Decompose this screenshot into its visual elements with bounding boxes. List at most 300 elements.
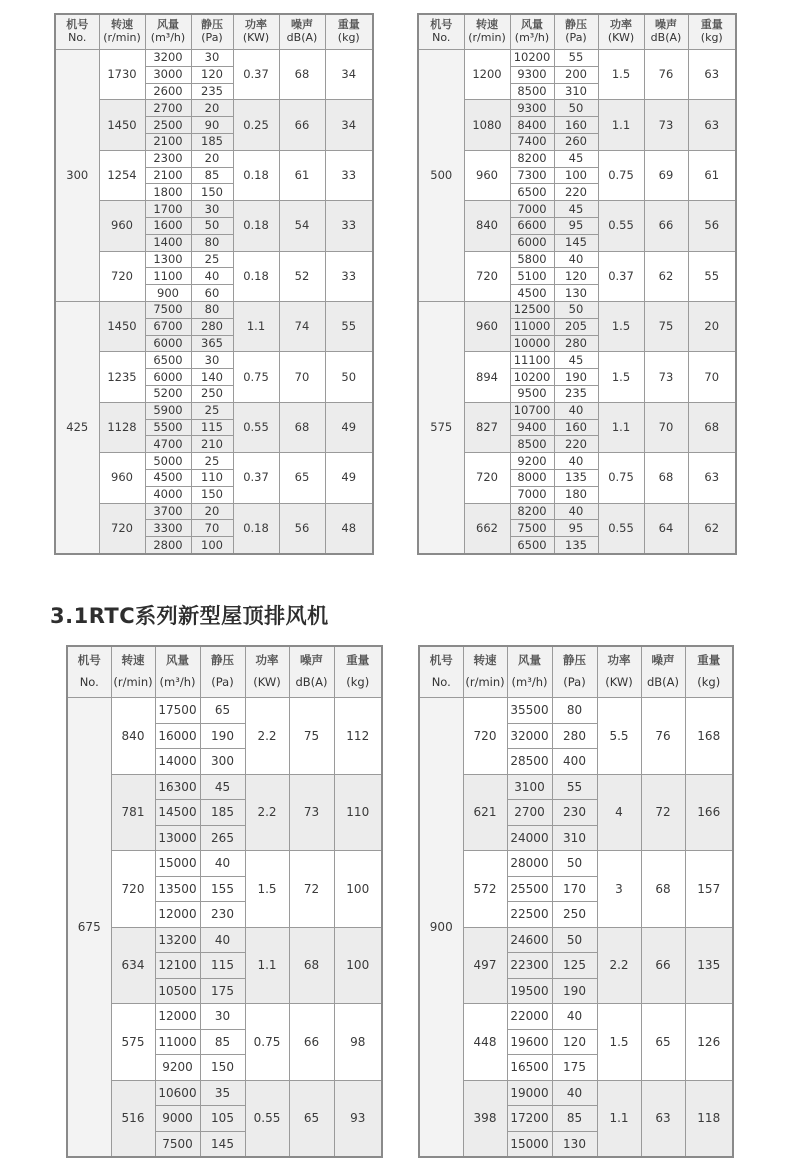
static-pressure: 80 [191,234,233,251]
static-pressure: 135 [554,469,598,486]
airflow: 1100 [145,268,191,285]
speed: 1235 [99,352,145,402]
static-pressure: 230 [200,902,245,928]
header-en: (Pa) [565,31,587,44]
header-zh: 重量 [337,18,360,32]
static-pressure: 95 [554,217,598,234]
power: 0.75 [598,453,644,503]
static-pressure: 205 [554,318,598,335]
airflow: 13000 [155,825,200,851]
weight: 68 [688,402,736,452]
speed: 634 [111,927,155,1004]
column-header [279,14,325,50]
airflow: 7500 [145,301,191,318]
table-row [55,50,373,67]
speed: 827 [464,402,510,452]
weight: 56 [688,201,736,251]
header-zh: 功率 [610,18,632,32]
model-no: 425 [55,301,99,553]
column-header [233,14,279,50]
airflow: 10000 [510,335,554,352]
airflow: 19500 [507,978,552,1004]
static-pressure: 190 [552,978,597,1004]
weight: 168 [685,698,733,775]
header-en: dB(A) [646,675,680,689]
fan-spec-table-900 [418,645,734,1158]
header-zh: 转速 [473,653,497,668]
static-pressure: 160 [554,117,598,134]
static-pressure: 210 [191,436,233,453]
table-row [419,927,733,953]
static-pressure: 160 [554,419,598,436]
speed: 720 [99,503,145,554]
header-zh: 噪声 [655,18,677,32]
power: 0.37 [233,50,279,100]
weight: 33 [325,201,373,251]
airflow: 4500 [510,285,554,302]
static-pressure: 95 [554,520,598,537]
static-pressure: 40 [554,402,598,419]
static-pressure: 140 [191,369,233,386]
speed: 1450 [99,301,145,351]
weight: 62 [688,503,736,554]
static-pressure: 115 [200,953,245,979]
static-pressure: 135 [554,537,598,554]
static-pressure: 280 [191,318,233,335]
airflow: 4700 [145,436,191,453]
header-row [55,14,373,50]
noise: 65 [289,1080,334,1157]
airflow: 12000 [155,902,200,928]
model-no: 500 [418,50,464,302]
fan-spec-table-500-575 [417,13,737,555]
static-pressure: 85 [200,1029,245,1055]
speed: 720 [464,453,510,503]
header-en: dB(A) [650,31,682,44]
static-pressure: 70 [191,520,233,537]
weight: 118 [685,1080,733,1157]
static-pressure: 150 [200,1055,245,1081]
header-zh: 风量 [518,653,541,668]
noise: 66 [641,927,685,1004]
static-pressure: 130 [554,285,598,302]
weight: 61 [688,150,736,200]
weight: 100 [334,927,382,1004]
static-pressure: 400 [552,749,597,775]
airflow: 8400 [510,117,554,134]
airflow: 1700 [145,201,191,218]
power: 0.25 [233,100,279,150]
airflow: 9500 [510,385,554,402]
power: 1.5 [597,1004,641,1081]
column-header [464,14,510,50]
power: 0.75 [598,150,644,200]
header-row [67,646,382,698]
column-header [641,646,685,698]
airflow: 10500 [155,978,200,1004]
static-pressure: 100 [191,537,233,554]
airflow: 11000 [155,1029,200,1055]
airflow: 8200 [510,503,554,520]
weight: 70 [688,352,736,402]
model-no: 300 [55,50,99,302]
static-pressure: 180 [554,486,598,503]
column-header [289,646,334,698]
table-row [55,352,373,369]
speed: 960 [99,201,145,251]
header-en: (kg) [346,675,370,689]
column-header [507,646,552,698]
static-pressure: 40 [554,453,598,470]
speed: 781 [111,774,155,851]
weight: 112 [334,698,382,775]
airflow: 2800 [145,537,191,554]
header-en: (m³/h) [511,675,548,689]
header-en: (KW) [253,675,281,689]
airflow: 9300 [510,66,554,83]
column-header [418,14,464,50]
airflow: 8500 [510,83,554,100]
airflow: 24600 [507,927,552,953]
table-row [67,774,382,800]
noise: 66 [289,1004,334,1081]
static-pressure: 20 [191,100,233,117]
header-en: dB(A) [286,31,318,44]
header-zh: 功率 [607,653,631,668]
static-pressure: 50 [552,927,597,953]
static-pressure: 220 [554,436,598,453]
noise: 74 [279,301,325,351]
header-en: (r/min) [113,675,153,689]
column-header [55,14,99,50]
power: 1.1 [598,100,644,150]
static-pressure: 40 [552,1080,597,1106]
noise: 61 [279,150,325,200]
weight: 98 [334,1004,382,1081]
speed: 1128 [99,402,145,452]
airflow: 16000 [155,723,200,749]
header-en: (kg) [697,675,721,689]
speed: 575 [111,1004,155,1081]
airflow: 7500 [155,1131,200,1157]
airflow: 17500 [155,698,200,724]
column-header [67,646,111,698]
power: 0.18 [233,251,279,301]
table-row [418,453,736,470]
airflow: 5200 [145,385,191,402]
airflow: 8200 [510,150,554,167]
airflow: 25500 [507,876,552,902]
noise: 52 [279,251,325,301]
header-zh: 静压 [563,653,586,668]
airflow: 2500 [145,117,191,134]
noise: 68 [641,851,685,928]
airflow: 9200 [155,1055,200,1081]
airflow: 4000 [145,486,191,503]
header-zh: 转速 [476,18,498,32]
header-en: No. [432,31,451,44]
table-row [418,251,736,268]
table-row [55,402,373,419]
power: 1.5 [598,301,644,351]
static-pressure: 250 [552,902,597,928]
static-pressure: 145 [554,234,598,251]
weight: 63 [688,50,736,100]
speed: 960 [464,150,510,200]
airflow: 16300 [155,774,200,800]
airflow: 2600 [145,83,191,100]
static-pressure: 175 [552,1055,597,1081]
weight: 48 [325,503,373,554]
header-zh: 噪声 [651,653,675,668]
static-pressure: 40 [200,851,245,877]
noise: 66 [279,100,325,150]
column-header [155,646,200,698]
static-pressure: 235 [554,385,598,402]
header-zh: 机号 [429,653,453,668]
airflow: 2700 [145,100,191,117]
table-row [55,150,373,167]
power: 1.1 [233,301,279,351]
noise: 72 [641,774,685,851]
noise: 66 [644,201,688,251]
airflow: 6500 [510,537,554,554]
header-en: (kg) [700,31,723,44]
speed: 960 [99,453,145,503]
table-row [67,698,382,724]
airflow: 9300 [510,100,554,117]
header-en: No. [79,675,99,689]
airflow: 6500 [145,352,191,369]
header-zh: 静压 [201,18,223,32]
airflow: 12500 [510,301,554,318]
column-header [419,646,463,698]
static-pressure: 20 [191,150,233,167]
noise: 64 [644,503,688,554]
static-pressure: 175 [200,978,245,1004]
airflow: 19000 [507,1080,552,1106]
airflow: 11100 [510,352,554,369]
static-pressure: 25 [191,453,233,470]
static-pressure: 45 [554,150,598,167]
airflow: 2100 [145,133,191,150]
airflow: 6600 [510,217,554,234]
table-row [419,851,733,877]
airflow: 8000 [510,469,554,486]
static-pressure: 40 [554,251,598,268]
header-en: No. [431,675,451,689]
static-pressure: 50 [554,100,598,117]
power: 0.18 [233,150,279,200]
airflow: 1600 [145,217,191,234]
static-pressure: 35 [200,1080,245,1106]
column-header [111,646,155,698]
airflow: 8500 [510,436,554,453]
header-en: dB(A) [295,675,328,689]
power: 0.37 [233,453,279,503]
weight: 33 [325,251,373,301]
static-pressure: 80 [552,698,597,724]
static-pressure: 130 [552,1131,597,1157]
static-pressure: 20 [191,503,233,520]
static-pressure: 40 [552,1004,597,1030]
header-en: (r/min) [468,31,506,44]
static-pressure: 40 [191,268,233,285]
static-pressure: 55 [552,774,597,800]
airflow: 35500 [507,698,552,724]
airflow: 3200 [145,50,191,67]
static-pressure: 260 [554,133,598,150]
airflow: 15000 [507,1131,552,1157]
column-header [145,14,191,50]
table-row [67,1004,382,1030]
speed: 662 [464,503,510,554]
airflow: 5800 [510,251,554,268]
static-pressure: 50 [554,301,598,318]
speed: 448 [463,1004,507,1081]
static-pressure: 310 [552,825,597,851]
static-pressure: 120 [191,66,233,83]
noise: 70 [644,402,688,452]
header-zh: 功率 [255,653,279,668]
header-zh: 风量 [157,18,179,32]
header-en: (m³/h) [159,675,196,689]
speed: 840 [111,698,155,775]
airflow: 6000 [145,369,191,386]
table-row [55,503,373,520]
static-pressure: 85 [552,1106,597,1132]
table-row [419,698,733,724]
table-row [55,100,373,117]
static-pressure: 45 [554,201,598,218]
header-zh: 风量 [521,18,543,32]
header-zh: 静压 [211,653,234,668]
noise: 73 [644,352,688,402]
speed: 720 [111,851,155,928]
static-pressure: 25 [191,251,233,268]
static-pressure: 155 [200,876,245,902]
column-header [685,646,733,698]
weight: 93 [334,1080,382,1157]
airflow: 3100 [507,774,552,800]
speed: 516 [111,1080,155,1157]
column-header [325,14,373,50]
airflow: 3700 [145,503,191,520]
static-pressure: 90 [191,117,233,134]
airflow: 24000 [507,825,552,851]
static-pressure: 185 [191,133,233,150]
column-header [191,14,233,50]
header-zh: 功率 [245,18,267,32]
column-header [463,646,507,698]
static-pressure: 235 [191,83,233,100]
noise: 73 [289,774,334,851]
model-no: 900 [419,698,463,1158]
speed: 572 [463,851,507,928]
noise: 76 [641,698,685,775]
static-pressure: 145 [200,1131,245,1157]
column-header [552,646,597,698]
model-no: 675 [67,698,111,1158]
speed: 621 [463,774,507,851]
power: 0.37 [598,251,644,301]
column-header [644,14,688,50]
power: 0.55 [245,1080,289,1157]
power: 5.5 [597,698,641,775]
airflow: 3000 [145,66,191,83]
airflow: 9000 [155,1106,200,1132]
header-en: (r/min) [103,31,141,44]
header-en: (Pa) [211,675,234,689]
noise: 54 [279,201,325,251]
header-en: No. [68,31,87,44]
airflow: 22300 [507,953,552,979]
weight: 20 [688,301,736,351]
speed: 840 [464,201,510,251]
noise: 68 [279,50,325,100]
airflow: 1300 [145,251,191,268]
power: 4 [597,774,641,851]
airflow: 5100 [510,268,554,285]
airflow: 7500 [510,520,554,537]
airflow: 22000 [507,1004,552,1030]
noise: 68 [279,402,325,452]
header-en: (kg) [337,31,360,44]
static-pressure: 30 [191,201,233,218]
table-row [419,1004,733,1030]
power: 1.5 [245,851,289,928]
speed: 1080 [464,100,510,150]
table-row [418,201,736,218]
static-pressure: 55 [554,50,598,67]
static-pressure: 220 [554,184,598,201]
noise: 56 [279,503,325,554]
noise: 69 [644,150,688,200]
static-pressure: 50 [552,851,597,877]
table-row [55,453,373,470]
header-zh: 机号 [66,18,89,32]
speed: 720 [463,698,507,775]
power: 0.18 [233,503,279,554]
noise: 62 [644,251,688,301]
header-zh: 重量 [697,653,721,668]
power: 0.75 [233,352,279,402]
airflow: 2700 [507,800,552,826]
static-pressure: 30 [191,352,233,369]
airflow: 10600 [155,1080,200,1106]
static-pressure: 300 [200,749,245,775]
power: 3 [597,851,641,928]
weight: 50 [325,352,373,402]
power: 1.1 [597,1080,641,1157]
airflow: 4500 [145,469,191,486]
table-row [67,1080,382,1106]
airflow: 28500 [507,749,552,775]
static-pressure: 265 [200,825,245,851]
airflow: 900 [145,285,191,302]
static-pressure: 185 [200,800,245,826]
noise: 72 [289,851,334,928]
static-pressure: 190 [554,369,598,386]
weight: 63 [688,100,736,150]
static-pressure: 40 [200,927,245,953]
column-header [99,14,145,50]
power: 0.55 [598,201,644,251]
static-pressure: 110 [191,469,233,486]
static-pressure: 200 [554,66,598,83]
noise: 63 [641,1080,685,1157]
weight: 110 [334,774,382,851]
